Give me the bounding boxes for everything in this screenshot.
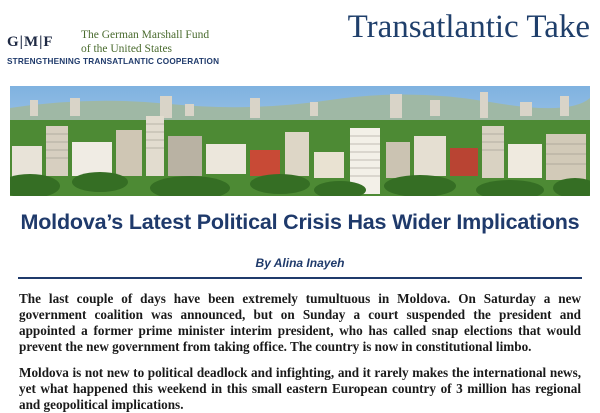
gmf-organization-name: The German Marshall Fund of the United States: [81, 29, 210, 55]
article-paragraph-2: Moldova is not new to political deadlock and infighting, and it rarely makes the international news, yet what happened this weekend in this small eastern European country of 3 million has regional and geopolitical implications.: [19, 365, 581, 412]
article-headline: Moldova’s Latest Political Crisis Has Wider Implications: [20, 210, 580, 234]
article-paragraph-1: The last couple of days have been extremely tumultuous in Moldova. On Saturday a new government coalition was announced, but on Sunday a court suspended the president and appointed a former prime minister interim president, who has called snap elections that would prevent the new government from taking office. The country is now in constitutional limbo.: [19, 291, 581, 354]
city-skyline-illustration: [10, 86, 590, 196]
publication-title: Transatlantic Take: [347, 9, 590, 45]
masthead: [0, 0, 600, 86]
gmf-logo-mark: G|M|F: [7, 34, 54, 50]
divider-rule: [18, 277, 582, 279]
article-byline: By Alina Inayeh: [255, 256, 345, 270]
gmf-tagline: STRENGTHENING TRANSATLANTIC COOPERATION: [7, 57, 220, 66]
city-skyline-photo: [10, 86, 590, 196]
